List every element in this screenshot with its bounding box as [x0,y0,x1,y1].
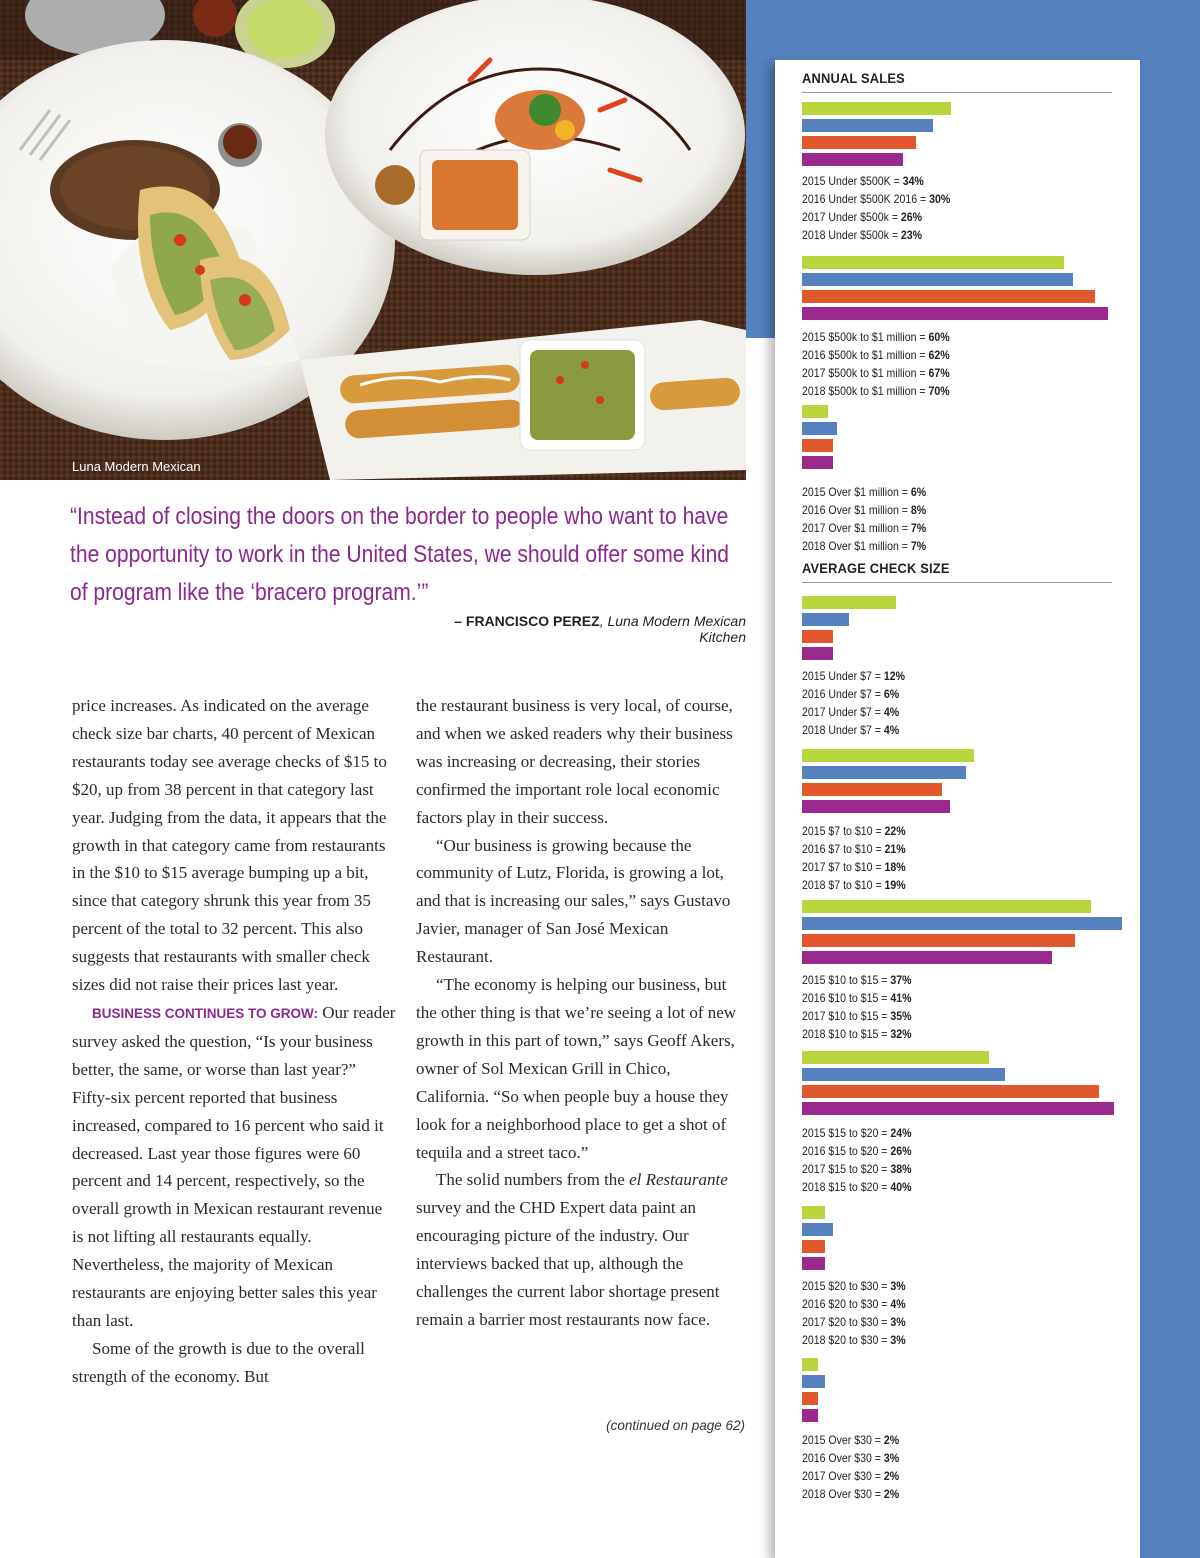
bar-label-value: 24% [890,1126,912,1140]
bar-label-value: 30% [929,192,951,206]
bar-2018 [802,1102,1114,1115]
bar-label-text: 2016 $20 to $30 = [802,1297,891,1311]
bar-2015 [802,749,974,762]
bar-label-text: 2016 Over $1 million = [802,503,911,517]
sidebar-blue-right [1138,0,1200,1558]
bar-label [802,858,906,876]
bar-label-value: 32% [890,1027,912,1041]
article-text: survey and the CHD Expert data paint an encouraging picture of the industry. Our interviews backed that up, although the challenges the current labor shortage present remain a barrier most restaurants now face. [416,1198,720,1329]
bar-2017 [802,1392,818,1405]
bar-2017 [802,290,1095,303]
bar-2015 [802,405,828,418]
food-photo-illustration [0,0,746,480]
bar-label-value: 3% [890,1333,906,1347]
bar-label-text: 2015 Over $30 = [802,1433,884,1447]
bar-label [802,1313,906,1331]
bar-label-text: 2015 Over $1 million = [802,485,911,499]
check-size-rule [802,582,1112,583]
quote-attribution [416,613,746,645]
bar-2017 [802,439,833,452]
bar-2018 [802,647,833,660]
bar-label [802,1295,906,1313]
bar-label [802,1449,899,1467]
publication-name: el Restaurante [629,1170,728,1190]
bar-label-value: 40% [890,1180,912,1194]
bar-label-value: 70% [928,384,950,398]
bar-label [802,1331,906,1349]
pull-quote: “Instead of closing the doors on the border to people who want to have the opportunity to work in the United States, we should offer some kind of program like the ‘bracero program.’” [70,503,730,606]
bar-label [802,537,926,555]
bar-label-value: 2% [883,1433,900,1447]
article-column-1 [72,692,397,1391]
bar-2016 [802,766,966,779]
bar-label [802,703,899,721]
bar-label-value: 60% [928,330,950,344]
section-runin-heading: BUSINESS CONTINUES TO GROW: [92,1005,319,1021]
bar-label-text: 2016 Under $500K 2016 = [802,192,930,206]
bar-label-text: 2018 Under $7 = [802,723,884,737]
bar-label [802,1142,912,1160]
bar-label-value: 6% [883,687,900,701]
bar-label-text: 2017 $500k to $1 million = [802,366,929,380]
bar-2017 [802,136,916,149]
bar-2015 [802,596,896,609]
bar-2017 [802,1240,825,1253]
bar-label-value: 3% [890,1315,906,1329]
bar-2017 [802,783,942,796]
bar-label-text: 2015 $20 to $30 = [802,1279,891,1293]
bar-2015 [802,1358,818,1371]
check-size-heading: AVERAGE CHECK SIZE [802,560,950,576]
bar-2016 [802,1068,1005,1081]
bar-label-text: 2015 $500k to $1 million = [802,330,929,344]
food-photo [0,0,746,480]
bar-label [802,989,912,1007]
bar-label [802,483,926,501]
bar-label-value: 19% [884,878,906,892]
bar-label [802,208,922,226]
bar-label [802,721,899,739]
bar-2016 [802,273,1073,286]
bar-label-value: 3% [890,1279,906,1293]
bar-2016 [802,1375,825,1388]
attribution-org: , Luna Modern Mexican Kitchen [599,613,746,645]
bar-label-text: 2016 $7 to $10 = [802,842,885,856]
bar-label-text: 2017 Over $1 million = [802,521,911,535]
bar-2018 [802,307,1108,320]
bar-2017 [802,1085,1099,1098]
bar-label-value: 62% [928,348,950,362]
bar-2016 [802,422,837,435]
bar-label-text: 2017 $7 to $10 = [802,860,885,874]
bar-label-value: 2% [883,1487,900,1501]
bar-label-text: 2016 Under $7 = [802,687,884,701]
bar-label-value: 41% [890,991,912,1005]
bar-label-value: 8% [910,503,927,517]
bar-label [802,1025,912,1043]
bar-label [802,1007,912,1025]
bar-2015 [802,900,1091,913]
bar-label-value: 2% [883,1469,900,1483]
bar-label-text: 2015 $15 to $20 = [802,1126,891,1140]
bar-label [802,971,912,989]
article-paragraph: “Our business is growing because the community of Lutz, Florida, is growing a lot, and that is increasing our sales,” says Gustavo Javier, manager of San José Mexican Restaurant. [416,835,731,967]
bar-label-text: 2017 $10 to $15 = [802,1009,891,1023]
photo-caption: Luna Modern Mexican [72,459,201,474]
bar-2015 [802,1206,825,1219]
bar-label-value: 37% [890,973,912,987]
bar-label-value: 35% [890,1009,912,1023]
bar-label [802,346,950,364]
bar-2018 [802,800,950,813]
bar-label-text: 2015 Under $500K = [802,174,903,188]
bar-label-text: 2017 Over $30 = [802,1469,884,1483]
article-paragraph [416,1166,746,1333]
bar-2018 [802,456,833,469]
bar-2015 [802,1051,989,1064]
bar-label-text: 2018 Under $500k = [802,228,901,242]
article-text: The solid numbers from the [436,1170,630,1190]
bar-2016 [802,917,1122,930]
bar-label [802,226,922,244]
bar-label [802,1277,906,1295]
bar-label-text: 2016 Over $30 = [802,1451,884,1465]
bar-2017 [802,934,1075,947]
annual-sales-rule [802,92,1112,93]
bar-label-text: 2018 $500k to $1 million = [802,384,929,398]
article-paragraph: price increases. As indicated on the average check size bar charts, 40 percent of Mexican restaurants today see average checks of $15 to $20, up from 38 percent in that category last year. Judging from the data, it appears that the growth in that category came from restaurants in the $10 to $15 average bumping up a bit, since that category shrunk this year from 35 percent of the total to 32 percent. This also suggests that restaurants with smaller check sizes did not raise their prices last year. [72,696,387,995]
bar-label-text: 2016 $500k to $1 million = [802,348,929,362]
bar-label-value: 21% [884,842,906,856]
bar-2015 [802,256,1064,269]
bar-2018 [802,153,903,166]
bar-label [802,685,899,703]
bar-2016 [802,613,849,626]
bar-label [802,1124,912,1142]
bar-label-value: 23% [900,228,923,242]
bar-label-value: 26% [900,210,923,224]
bar-label-value: 22% [884,824,906,838]
bar-2016 [802,1223,833,1236]
bar-label-value: 4% [890,1297,906,1311]
article-paragraph [72,999,397,1335]
bar-label-value: 4% [883,705,900,719]
bar-label-text: 2017 $20 to $30 = [802,1315,891,1329]
bar-2015 [802,102,951,115]
article-paragraph: the restaurant business is very local, of course, and when we asked readers why their business was increasing or decreasing, their stories confirmed the important role local economic factors play in their success. [416,696,733,827]
bar-label-text: 2016 $10 to $15 = [802,991,891,1005]
bar-2017 [802,630,833,643]
bar-label [802,1467,899,1485]
bar-label [802,1485,899,1503]
article-paragraph: Some of the growth is due to the overall strength of the economy. But [72,1338,365,1386]
bar-2018 [802,1257,825,1270]
bar-label [802,328,950,346]
bar-2018 [802,951,1052,964]
bar-label [802,876,906,894]
annual-sales-heading: ANNUAL SALES [802,70,905,86]
bar-label [802,1431,899,1449]
bar-label [802,667,905,685]
attribution-name: – FRANCISCO PEREZ [454,613,600,629]
bar-label-value: 67% [928,366,950,380]
bar-label [802,1178,912,1196]
bar-label [802,190,950,208]
bar-label-text: 2015 $7 to $10 = [802,824,885,838]
bar-label-value: 7% [910,521,927,535]
bar-label [802,501,926,519]
bar-label-text: 2018 Over $30 = [802,1487,884,1501]
bar-label-value: 18% [884,860,906,874]
bar-label-text: 2017 $15 to $20 = [802,1162,891,1176]
bar-label [802,519,926,537]
bar-label [802,1160,912,1178]
bar-label-value: 12% [883,669,906,683]
bar-label [802,364,950,382]
article-column-2 [416,692,746,1334]
bar-label-text: 2018 $20 to $30 = [802,1333,891,1347]
bar-label-value: 3% [883,1451,900,1465]
article-paragraph: “The economy is helping our business, but the other thing is that we’re seeing a lot of new growth in this part of town,” says Geoff Akers, owner of Sol Mexican Grill in Chico, California. “So when people buy a house they look for a neighborhood place to get a shot of tequila and a street taco.” [416,975,737,1162]
bar-2016 [802,119,933,132]
article-text: Our reader survey asked the question, “Is your business better, the same, or worse than last year?” Fifty-six percent reported that business increased, compared to 16 percent who said it decreased. Last year those figures were 60 percent and 14 percent, respectively, so the overall growth in Mexican restaurant revenue is not lifting all restaurants equally. Nevertheless, the majority of Mexican restaurants are enjoying better sales this year than last. [72,1002,396,1330]
bar-label [802,822,906,840]
bar-label-text: 2015 Under $7 = [802,669,884,683]
bar-label [802,382,950,400]
bar-label-text: 2018 $7 to $10 = [802,878,885,892]
bar-label-value: 6% [910,485,927,499]
bar-label-value: 7% [910,539,927,553]
bar-label-text: 2018 Over $1 million = [802,539,911,553]
bar-2018 [802,1409,818,1422]
bar-label-value: 4% [883,723,900,737]
bar-label-value: 26% [890,1144,912,1158]
bar-label-text: 2017 Under $7 = [802,705,884,719]
bar-label-text: 2015 $10 to $15 = [802,973,891,987]
bar-label [802,840,906,858]
bar-label-text: 2017 Under $500k = [802,210,901,224]
bar-label-value: 34% [902,174,924,188]
bar-label-text: 2016 $15 to $20 = [802,1144,891,1158]
continued-note: (continued on page 62) [606,1418,745,1433]
bar-label-value: 38% [890,1162,912,1176]
bar-label-text: 2018 $15 to $20 = [802,1180,891,1194]
bar-label [802,172,924,190]
bar-label-text: 2018 $10 to $15 = [802,1027,891,1041]
